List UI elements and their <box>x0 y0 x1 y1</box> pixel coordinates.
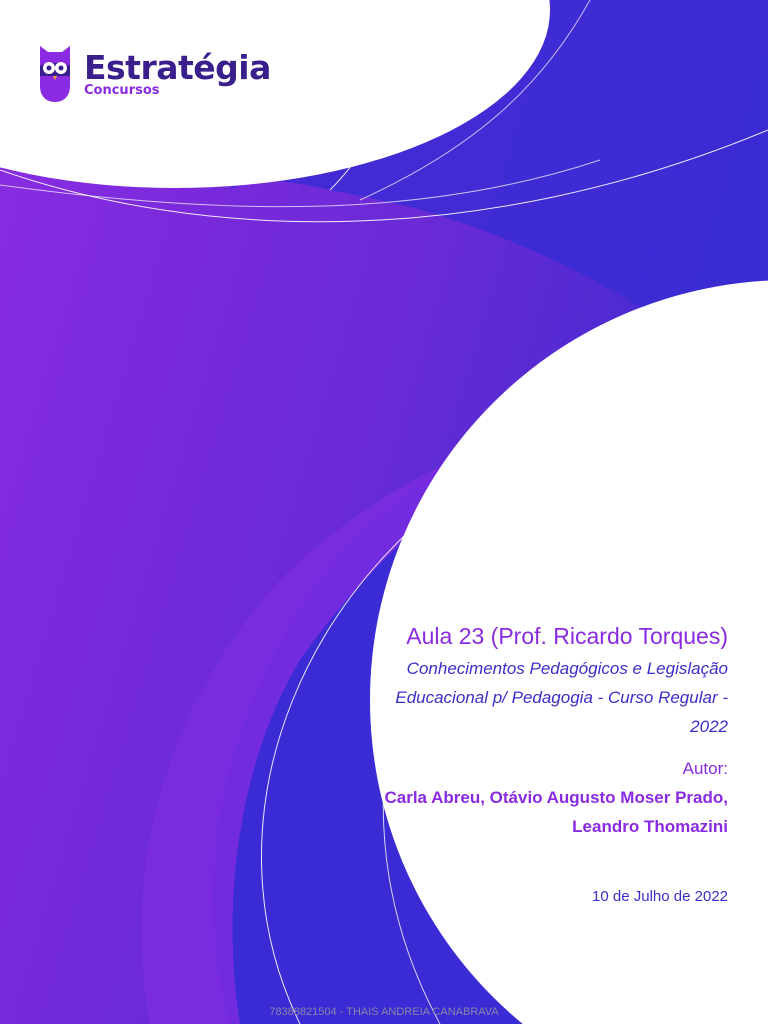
brand-subtitle: Concursos <box>84 83 160 98</box>
course-subtitle: Conhecimentos Pedagógicos e Legislação Educacional p/ Pedagogia - Curso Regular - 2022 <box>395 659 728 736</box>
brand-logo <box>36 40 296 110</box>
brand-name: Estratégia <box>84 48 271 87</box>
cover-text <box>368 620 728 907</box>
watermark: 78388821504 - THAIS ANDREIA CANABRAVA <box>269 1006 499 1018</box>
author-label: Autor: <box>682 759 728 778</box>
author-names: Carla Abreu, Otávio Augusto Moser Prado, Leandro Thomazini <box>384 788 728 836</box>
publication-date: 10 de Julho de 2022 <box>592 888 728 905</box>
lesson-title: Aula 23 (Prof. Ricardo Torques) <box>406 623 728 649</box>
owl-logo-icon <box>36 42 74 104</box>
